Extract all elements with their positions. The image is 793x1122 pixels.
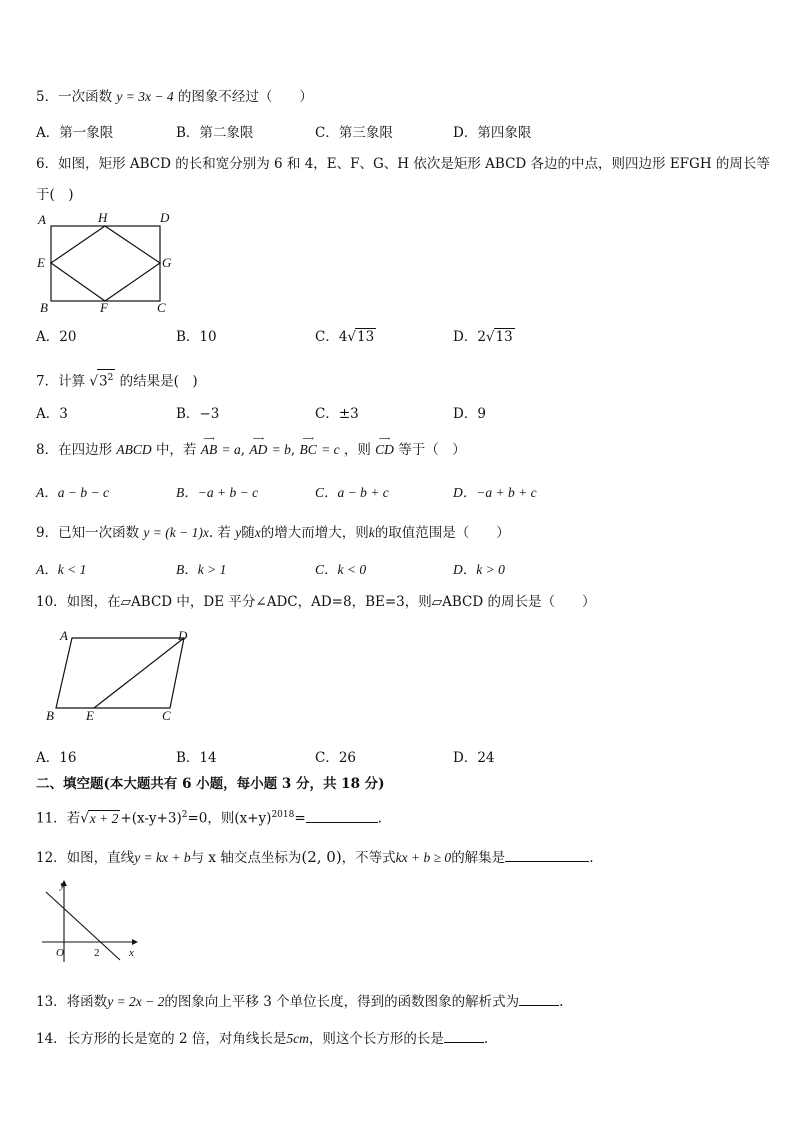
label-d: D bbox=[178, 628, 188, 643]
option-a: A．a − b − c bbox=[36, 485, 109, 500]
sqrt-13: 13 bbox=[357, 329, 375, 345]
question-6-stem-line2: 于( ) bbox=[36, 187, 74, 203]
answer-blank-11[interactable] bbox=[306, 810, 378, 823]
label-b: B bbox=[46, 708, 54, 723]
option-a: A．16 bbox=[36, 750, 77, 766]
sqrt-3-squared: $3^2$ bbox=[97, 369, 115, 390]
option-d: D．−a + b + c bbox=[453, 485, 537, 500]
option-b: B．−3 bbox=[176, 406, 220, 422]
question-9-options bbox=[36, 561, 756, 579]
option-d: D．第四象限 bbox=[453, 125, 532, 141]
section-fill-in-title: 二、填空题(本大题共有 6 小题，每小题 3 分，共 18 分) bbox=[36, 776, 385, 792]
question-13-stem: 13．将函数y = 2x − 2的图象向上平移 3 个单位长度，得到的函数图象的解析式为 . bbox=[36, 994, 564, 1010]
label-c: C bbox=[157, 300, 166, 315]
vector-cd: ⟶ CD bbox=[375, 434, 394, 457]
option-c: C．4√13 bbox=[315, 329, 375, 345]
label-c: C bbox=[162, 708, 171, 723]
option-a: A．3 bbox=[36, 406, 68, 422]
question-6-stem-line1: 6．如图，矩形 ABCD 的长和宽分别为 6 和 4，E、F、G、H 依次是矩形 ABCD 各边的中点，则四边形 EFGH 的周长等 bbox=[36, 156, 770, 172]
label-a: A bbox=[38, 212, 46, 227]
label-b: B bbox=[40, 300, 48, 315]
option-b: B．−a + b − c bbox=[176, 485, 259, 500]
rhombus-efgh bbox=[51, 226, 160, 301]
sqrt-13: 13 bbox=[495, 329, 513, 345]
option-c: C．k < 0 bbox=[315, 562, 367, 577]
question-7-options bbox=[36, 405, 756, 423]
option-d: D．2√13 bbox=[453, 329, 513, 345]
option-a: A．第一象限 bbox=[36, 125, 114, 141]
question-11-stem: 11．若$√x + 2 +(x-y+3)^2=0$，则$(x+y)^{2018}=$ . bbox=[36, 810, 382, 827]
label-origin: O bbox=[56, 947, 64, 959]
label-y: y bbox=[60, 879, 65, 891]
question-12-stem: 12．如图，直线y = kx + b与 x 轴交点坐标为(2, 0)，不等式kx + b ≥ 0的解集是 . bbox=[36, 848, 594, 866]
question-8-stem: 8．在四边形 ABCD 中，若 ⟶ AB = a, ⟶ AD = b, ⟶ BC = c ，则 ⟶ CD 等于（ ） bbox=[36, 434, 466, 458]
option-d: D．9 bbox=[453, 406, 486, 422]
option-c: C．a − b + c bbox=[315, 485, 389, 500]
question-7-stem: 7．计算 $√3^2$ 的结果是( ) bbox=[36, 369, 198, 391]
question-5-stem: 5．一次函数 y = 3x − 4 的图象不经过（ ） bbox=[36, 89, 313, 105]
rectangle-abcd bbox=[51, 226, 160, 301]
vector-ab: ⟶ AB bbox=[200, 434, 218, 457]
answer-blank-12[interactable] bbox=[505, 849, 589, 862]
x-axis-arrow bbox=[132, 939, 138, 945]
label-g: G bbox=[162, 255, 172, 270]
parallelogram-diagram bbox=[42, 626, 202, 726]
label-two: 2 bbox=[94, 947, 100, 959]
label-a: A bbox=[60, 628, 68, 643]
q5-formula: y = 3x − 4 bbox=[116, 89, 174, 104]
vector-ad: ⟶ AD bbox=[249, 434, 268, 457]
label-x: x bbox=[129, 947, 134, 959]
option-c: C．±3 bbox=[315, 406, 359, 422]
vector-bc: ⟶ BC bbox=[299, 434, 317, 457]
segment-de bbox=[94, 638, 184, 708]
option-b: B．10 bbox=[176, 329, 217, 345]
option-b: B．第二象限 bbox=[176, 125, 254, 141]
label-h: H bbox=[98, 210, 108, 225]
sqrt-x-plus-2: x + 2 bbox=[89, 810, 119, 826]
option-c: C．26 bbox=[315, 750, 357, 766]
answer-blank-14[interactable] bbox=[444, 1030, 484, 1043]
option-b: B．k > 1 bbox=[176, 562, 227, 577]
question-10-stem: 10．如图，在▱ABCD 中，DE 平分∠ADC，AD=8，BE=3，则▱ABCD 的周长是（ ） bbox=[36, 594, 596, 610]
question-8-options bbox=[36, 484, 756, 502]
label-f: F bbox=[100, 300, 108, 315]
option-b: B．14 bbox=[176, 750, 217, 766]
question-10-options bbox=[36, 749, 756, 767]
question-14-stem: 14．长方形的长是宽的 2 倍，对角线长是5cm，则这个长方形的长是 . bbox=[36, 1031, 489, 1047]
line-graph-diagram bbox=[34, 876, 144, 968]
question-6-options bbox=[36, 328, 756, 346]
label-e: E bbox=[37, 255, 45, 270]
option-a: A．k < 1 bbox=[36, 562, 87, 577]
option-c: C．第三象限 bbox=[315, 125, 393, 141]
label-d: D bbox=[160, 210, 170, 225]
question-5-options bbox=[36, 124, 756, 142]
parallelogram-abcd bbox=[56, 638, 184, 708]
question-9-stem: 9．已知一次函数 y = (k − 1)x. 若 y随x的增大而增大，则k的取值范围是（ ） bbox=[36, 525, 510, 541]
option-d: D．24 bbox=[453, 750, 495, 766]
answer-blank-13[interactable] bbox=[519, 993, 559, 1006]
label-e: E bbox=[86, 708, 94, 723]
option-a: A．20 bbox=[36, 329, 77, 345]
option-d: D．k > 0 bbox=[453, 562, 505, 577]
rectangle-diagram bbox=[34, 208, 184, 318]
